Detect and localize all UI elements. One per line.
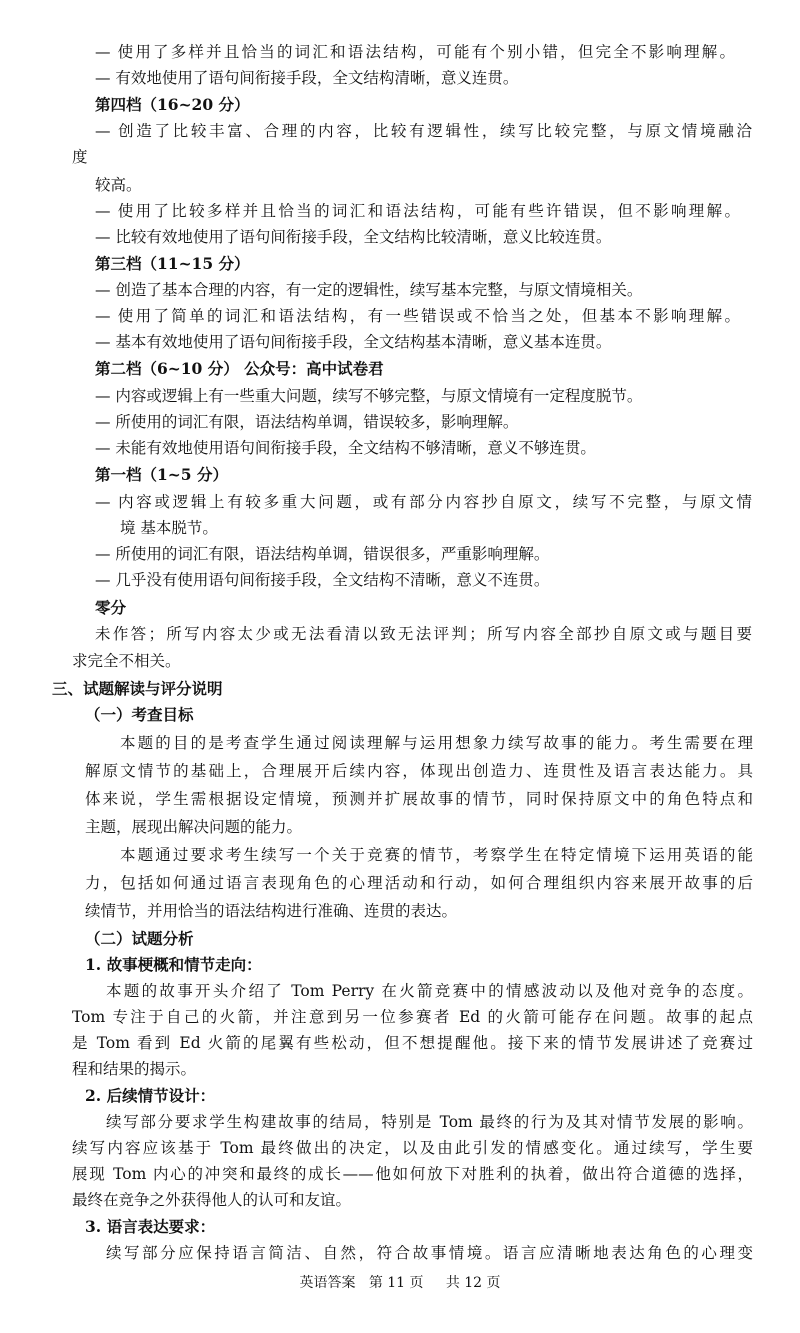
criterion-line-wrap: 境 基本脱节。 <box>120 519 218 537</box>
footer-total-pages: 共 12 页 <box>445 1275 501 1291</box>
paragraph-line: 本题的故事开头介绍了 Tom Perry 在火箭竞赛中的情感波动以及他对竞争的态度。 <box>106 982 753 1000</box>
criterion-line: — 内容或逻辑上有一些重大问题，续写不够完整，与原文情境有一定程度脱节。 <box>95 387 643 405</box>
paragraph-line: 程和结果的揭示。 <box>72 1060 197 1078</box>
paragraph-line: 展现 Tom 内心的冲突和最终的成长——他如何放下对胜利的执着，做出符合道德的选择， <box>72 1165 753 1183</box>
zero-line-wrap: 求完全不相关。 <box>72 652 181 670</box>
criterion-line: — 使用了简单的词汇和语法结构，有一些错误或不恰当之处，但基本不影响理解。 <box>95 307 740 325</box>
part1-heading: （一）考查目标 <box>85 705 194 724</box>
criterion-line: — 使用了多样并且恰当的词汇和语法结构，可能有个别小错，但完全不影响理解。 <box>95 43 735 61</box>
part2-heading: （二）试题分析 <box>85 929 194 948</box>
tier4-heading: 第四档（16~20 分） <box>95 95 250 114</box>
criterion-line: — 未能有效地使用语句间衔接手段，全文结构不够清晰，意义不够连贯。 <box>95 439 596 457</box>
paragraph-line: 续写部分应保持语言简洁、自然，符合故事情境。语言应清晰地表达角色的心理变 <box>106 1244 753 1262</box>
criterion-line: — 内容或逻辑上有较多重大问题，或有部分内容抄自原文，续写不完整，与原文情 <box>95 493 752 511</box>
criterion-line: — 创造了比较丰富、合理的内容，比较有逻辑性，续写比较完整，与原文情境融洽 <box>95 122 752 140</box>
criterion-line: — 有效地使用了语句间衔接手段，全文结构清晰，意义连贯。 <box>95 69 519 87</box>
criterion-line: — 所使用的词汇有限，语法结构单调，错误较多，影响理解。 <box>95 413 519 431</box>
tier2-heading: 第二档（6~10 分） 公众号：高中试卷君 <box>95 359 384 378</box>
paragraph-line: 本题的目的是考查学生通过阅读理解与运用想象力续写故事的能力。考生需要在理 <box>120 734 753 752</box>
criterion-line: — 基本有效地使用了语句间衔接手段，全文结构基本清晰，意义基本连贯。 <box>95 333 612 351</box>
paragraph-line: 体来说，学生需根据设定情境，预测并扩展故事的情节，同时保持原文中的角色特点和 <box>85 790 753 808</box>
zero-line: 未作答；所写内容太少或无法看清以致无法评判；所写内容全部抄自原文或与题目要 <box>95 625 752 643</box>
footer-page-number: 第 11 页 <box>368 1275 424 1291</box>
paragraph-line: 解原文情节的基础上，合理展开后续内容，体现出创造力、连贯性及语言表达能力。具 <box>85 762 753 780</box>
section3-heading: 三、试题解读与评分说明 <box>52 679 223 698</box>
item1-title: 1. 故事梗概和情节走向： <box>85 955 262 974</box>
item2-title: 2. 后续情节设计： <box>85 1086 216 1105</box>
paragraph-line: 续写内容应该基于 Tom 最终做出的决定，以及由此引发的情感变化。通过续写，学生要 <box>72 1139 753 1157</box>
paragraph-line: 本题通过要求考生续写一个关于竞赛的情节，考察学生在特定情境下运用英语的能 <box>120 846 753 864</box>
paragraph-line: 续写部分要求学生构建故事的结局，特别是 Tom 最终的行为及其对情节发展的影响。 <box>106 1113 753 1131</box>
criterion-line: — 创造了基本合理的内容，有一定的逻辑性，续写基本完整，与原文情境相关。 <box>95 281 643 299</box>
paragraph-line: 主题，展现出解决问题的能力。 <box>85 818 303 836</box>
paragraph-line: 力，包括如何通过语言表现角色的心理活动和行动，如何合理组织内容来展开故事的后 <box>85 874 753 892</box>
paragraph-line: Tom 专注于自己的火箭，并注意到另一位参赛者 Ed 的火箭可能存在问题。故事的起点 <box>72 1008 753 1026</box>
criterion-line: — 所使用的词汇有限，语法结构单调，错误很多，严重影响理解。 <box>95 545 550 563</box>
paragraph-line: 是 Tom 看到 Ed 火箭的尾翼有些松动，但不想提醒他。接下来的情节发展讲述了竞赛过 <box>72 1034 753 1052</box>
tier3-heading: 第三档（11~15 分） <box>95 254 250 273</box>
criterion-line: — 比较有效地使用了语句间衔接手段，全文结构比较清晰，意义比较连贯。 <box>95 228 612 246</box>
criterion-line-wrap: 较高。 <box>95 176 142 194</box>
footer-subject: 英语答案 <box>299 1275 356 1291</box>
paragraph-line: 最终在竞争之外获得他人的认可和友谊。 <box>72 1191 352 1209</box>
tier1-heading: 第一档（1~5 分） <box>95 465 228 484</box>
item3-title: 3. 语言表达要求： <box>85 1217 216 1236</box>
zero-heading: 零分 <box>95 598 127 617</box>
paragraph-line: 续情节，并用恰当的语法结构进行准确、连贯的表达。 <box>85 902 458 920</box>
criterion-line-wrap: 度 <box>72 148 88 166</box>
criterion-line: — 几乎没有使用语句间衔接手段，全文结构不清晰，意义不连贯。 <box>95 571 550 589</box>
page-footer <box>0 1272 800 1294</box>
criterion-line: — 使用了比较多样并且恰当的词汇和语法结构，可能有些许错误，但不影响理解。 <box>95 202 740 220</box>
